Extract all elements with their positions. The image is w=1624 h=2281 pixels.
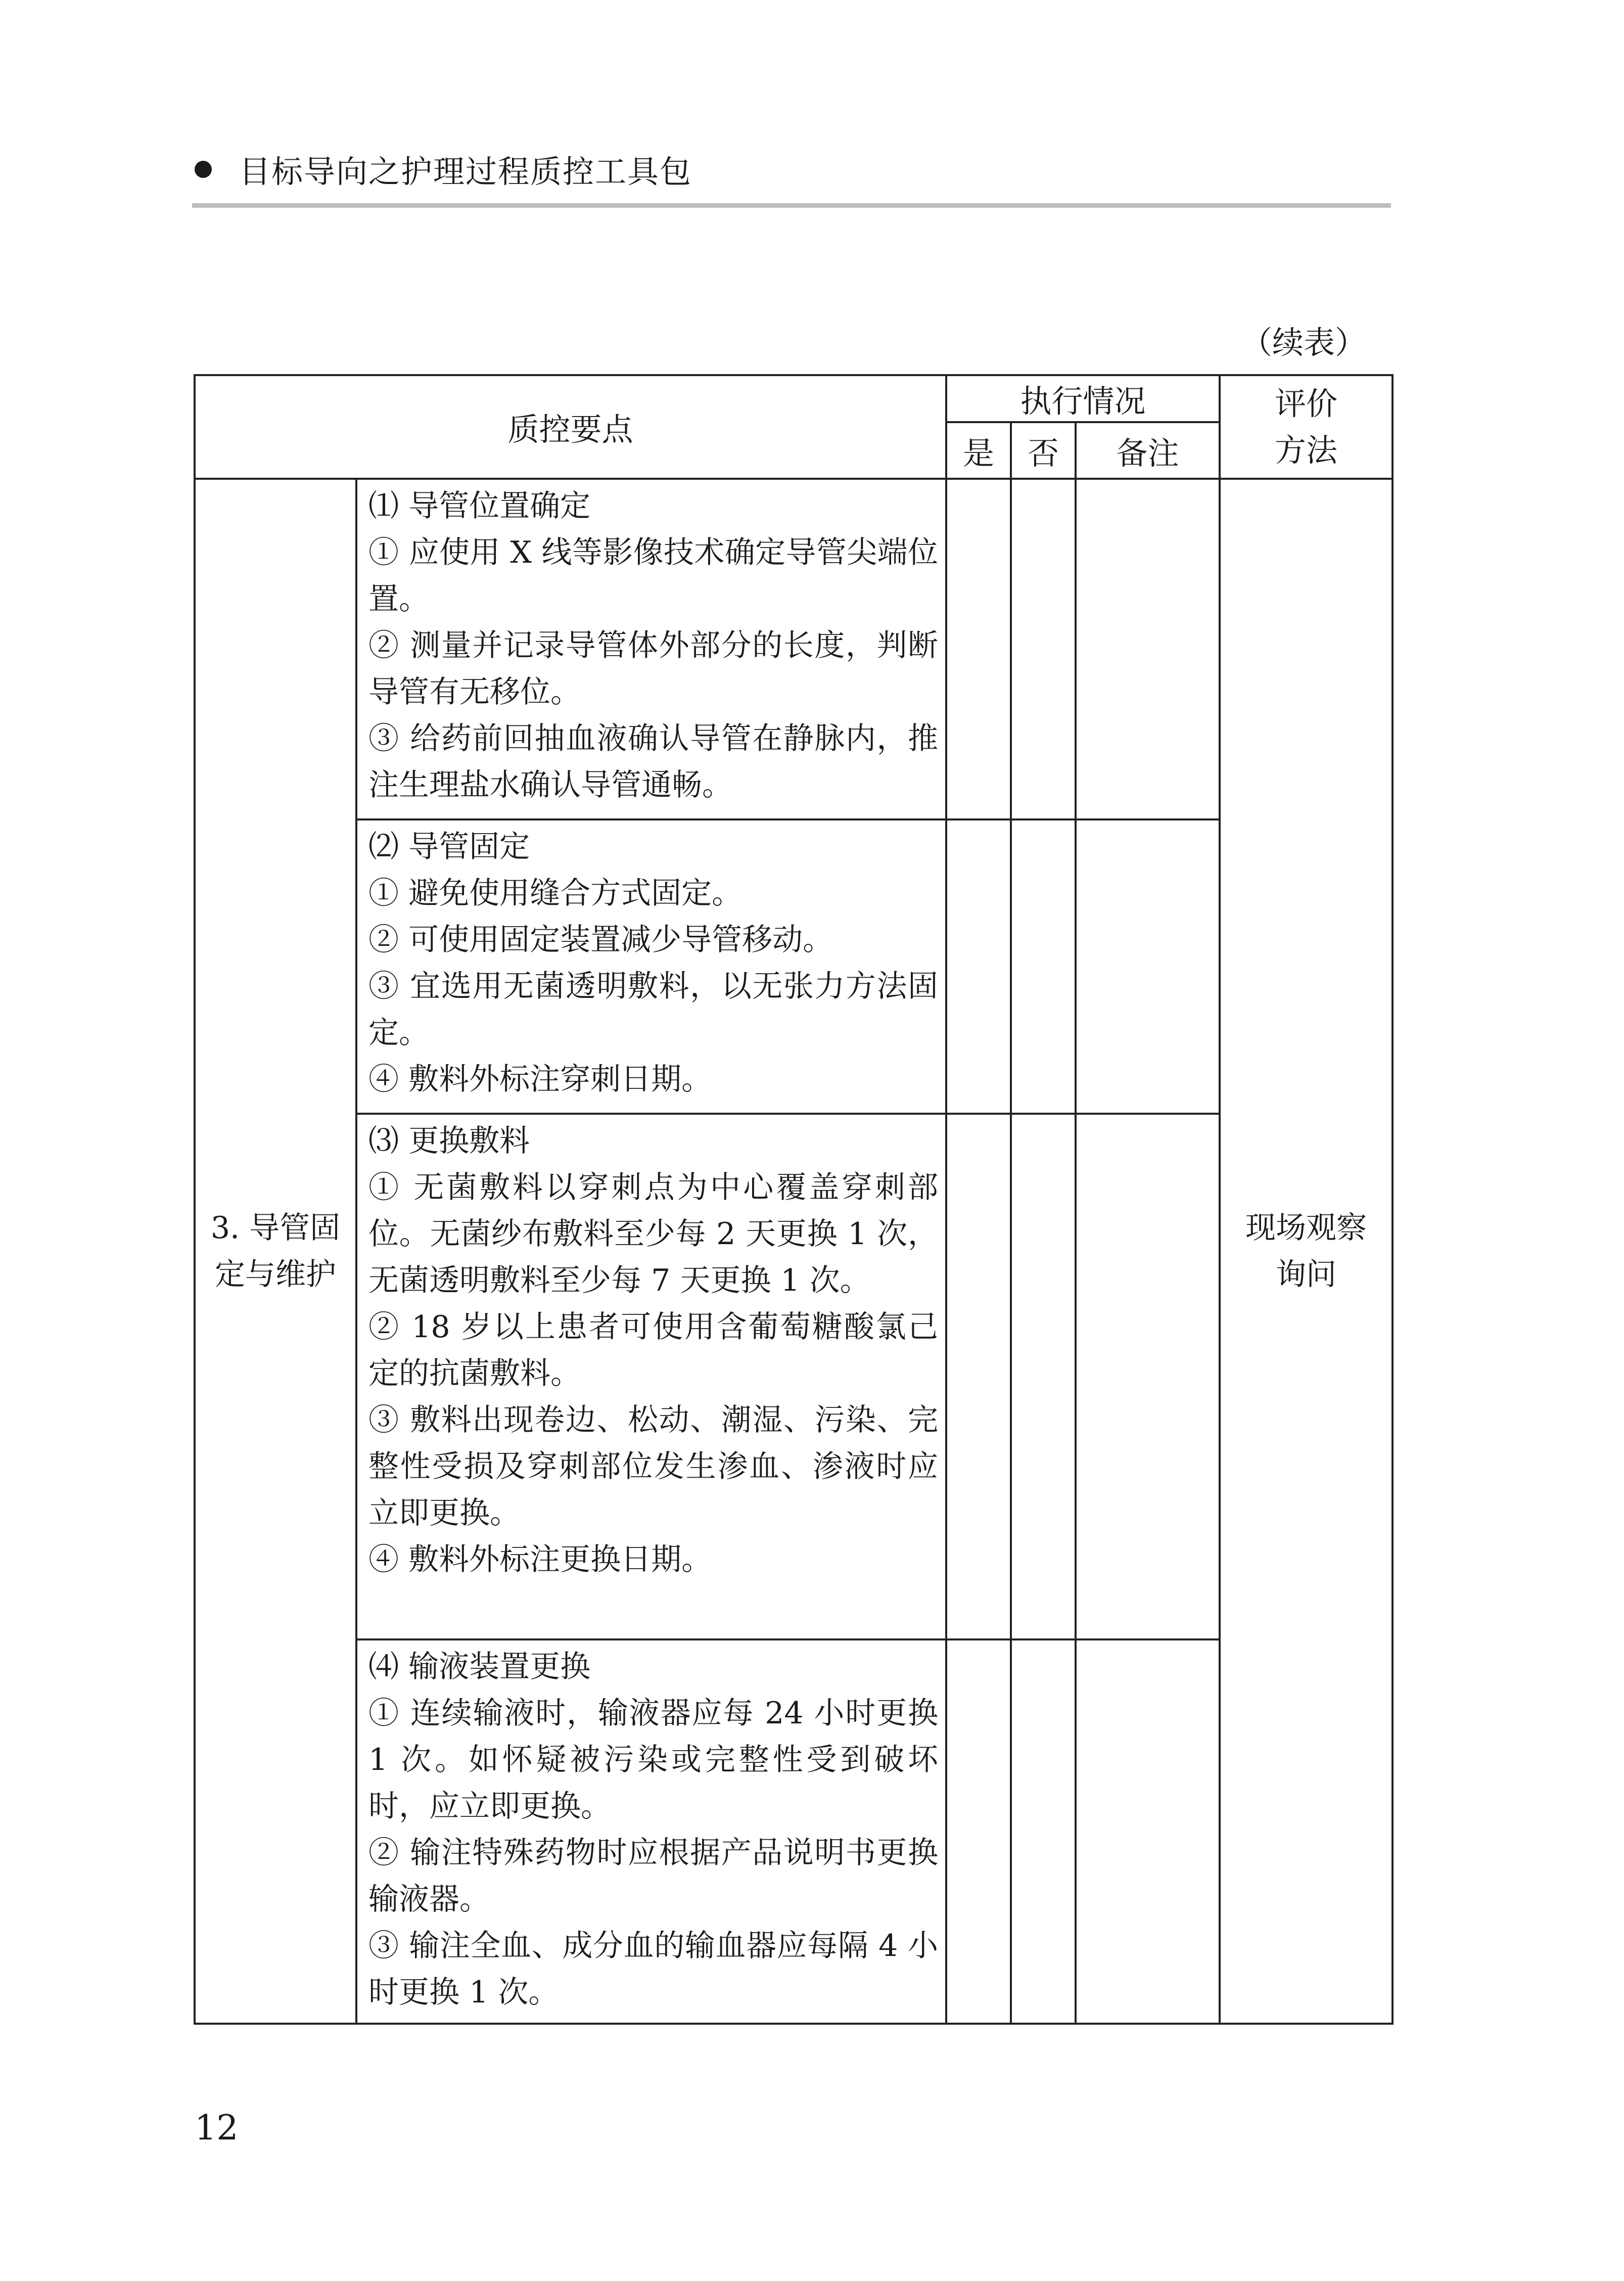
- bullet-icon: [195, 161, 212, 178]
- header-remarks: 备注: [1076, 422, 1220, 479]
- item-line: ⑴ 导管位置确定: [368, 488, 591, 524]
- yes-cell[interactable]: [946, 479, 1011, 819]
- method-line2: 询问: [1276, 1257, 1337, 1292]
- item-line: ② 输注特殊药物时应根据产品说明书更换输液器。: [368, 1835, 939, 1917]
- item-line: ③ 输注全血、成分血的输血器应每隔 4 小时更换 1 次。: [368, 1928, 939, 2010]
- table-row: [195, 1639, 1393, 2024]
- remarks-cell[interactable]: [1076, 819, 1220, 1114]
- item-cell: [356, 1639, 946, 2024]
- item-line: ③ 给药前回抽血液确认导管在静脉内，推注生理盐水确认导管通畅。: [368, 721, 939, 803]
- header-rule: [192, 203, 1391, 208]
- table-row: [195, 1114, 1393, 1639]
- item-cell: [356, 819, 946, 1114]
- item-line: ③ 宜选用无菌透明敷料，以无张力方法固定。: [368, 969, 939, 1051]
- item-line: ② 18 岁以上患者可使用含葡萄糖酸氯己定的抗菌敷料。: [368, 1309, 939, 1391]
- category-line2: 定与维护: [215, 1257, 336, 1292]
- header-no: 否: [1011, 422, 1076, 479]
- book-title: 目标导向之护理过程质控工具包: [239, 153, 692, 190]
- item-line: ④ 敷料外标注穿刺日期。: [368, 1062, 712, 1097]
- quality-control-table: [194, 374, 1394, 2025]
- header-eval-method: [1220, 375, 1393, 479]
- item-line: ② 可使用固定装置减少导管移动。: [368, 922, 833, 957]
- header-yes: 是: [946, 422, 1011, 479]
- item-line: ① 避免使用缝合方式固定。: [368, 876, 743, 911]
- item-line: ③ 敷料出现卷边、松动、潮湿、污染、完整性受损及穿刺部位发生渗血、渗液时应立即更换。: [368, 1402, 939, 1531]
- running-header: [195, 147, 692, 192]
- item-line: ① 连续输液时，输液器应每 24 小时更换 1 次。如怀疑被污染或完整性受到破坏时，应立即更换。: [368, 1696, 939, 1824]
- table-row: [195, 479, 1393, 819]
- item-line: ② 测量并记录导管体外部分的长度，判断导管有无移位。: [368, 628, 939, 710]
- item-cell: [356, 479, 946, 819]
- item-line: ① 无菌敷料以穿刺点为中心覆盖穿刺部位。无菌纱布敷料至少每 2 天更换 1 次，无菌透明敷料至少每 7 天更换 1 次。: [368, 1170, 939, 1298]
- item-line: ⑵ 导管固定: [368, 829, 530, 864]
- remarks-cell[interactable]: [1076, 1639, 1220, 2024]
- category-line1: 3. 导管固: [210, 1210, 341, 1246]
- item-line: ① 应使用 X 线等影像技术确定导管尖端位置。: [368, 535, 939, 617]
- item-cell: [356, 1114, 946, 1639]
- method-cell: [1220, 479, 1393, 2024]
- item-line: ⑷ 输液装置更换: [368, 1649, 591, 1684]
- remarks-cell[interactable]: [1076, 479, 1220, 819]
- yes-cell[interactable]: [946, 1114, 1011, 1639]
- continued-label: （续表）: [1240, 324, 1366, 361]
- header-row-1: [195, 375, 1393, 422]
- no-cell[interactable]: [1011, 1639, 1076, 2024]
- header-eval-line1: 评价: [1275, 385, 1338, 422]
- no-cell[interactable]: [1011, 819, 1076, 1114]
- header-points: 质控要点: [195, 375, 946, 479]
- remarks-cell[interactable]: [1076, 1114, 1220, 1639]
- page-number: 12: [195, 2108, 239, 2148]
- category-cell: [195, 479, 356, 2024]
- header-execution: 执行情况: [946, 375, 1220, 422]
- no-cell[interactable]: [1011, 479, 1076, 819]
- no-cell[interactable]: [1011, 1114, 1076, 1639]
- method-line1: 现场观察: [1245, 1210, 1367, 1246]
- table-row: [195, 819, 1393, 1114]
- item-line: ④ 敷料外标注更换日期。: [368, 1542, 712, 1577]
- yes-cell[interactable]: [946, 819, 1011, 1114]
- yes-cell[interactable]: [946, 1639, 1011, 2024]
- item-line: ⑶ 更换敷料: [368, 1123, 530, 1159]
- header-eval-line2: 方法: [1275, 431, 1338, 469]
